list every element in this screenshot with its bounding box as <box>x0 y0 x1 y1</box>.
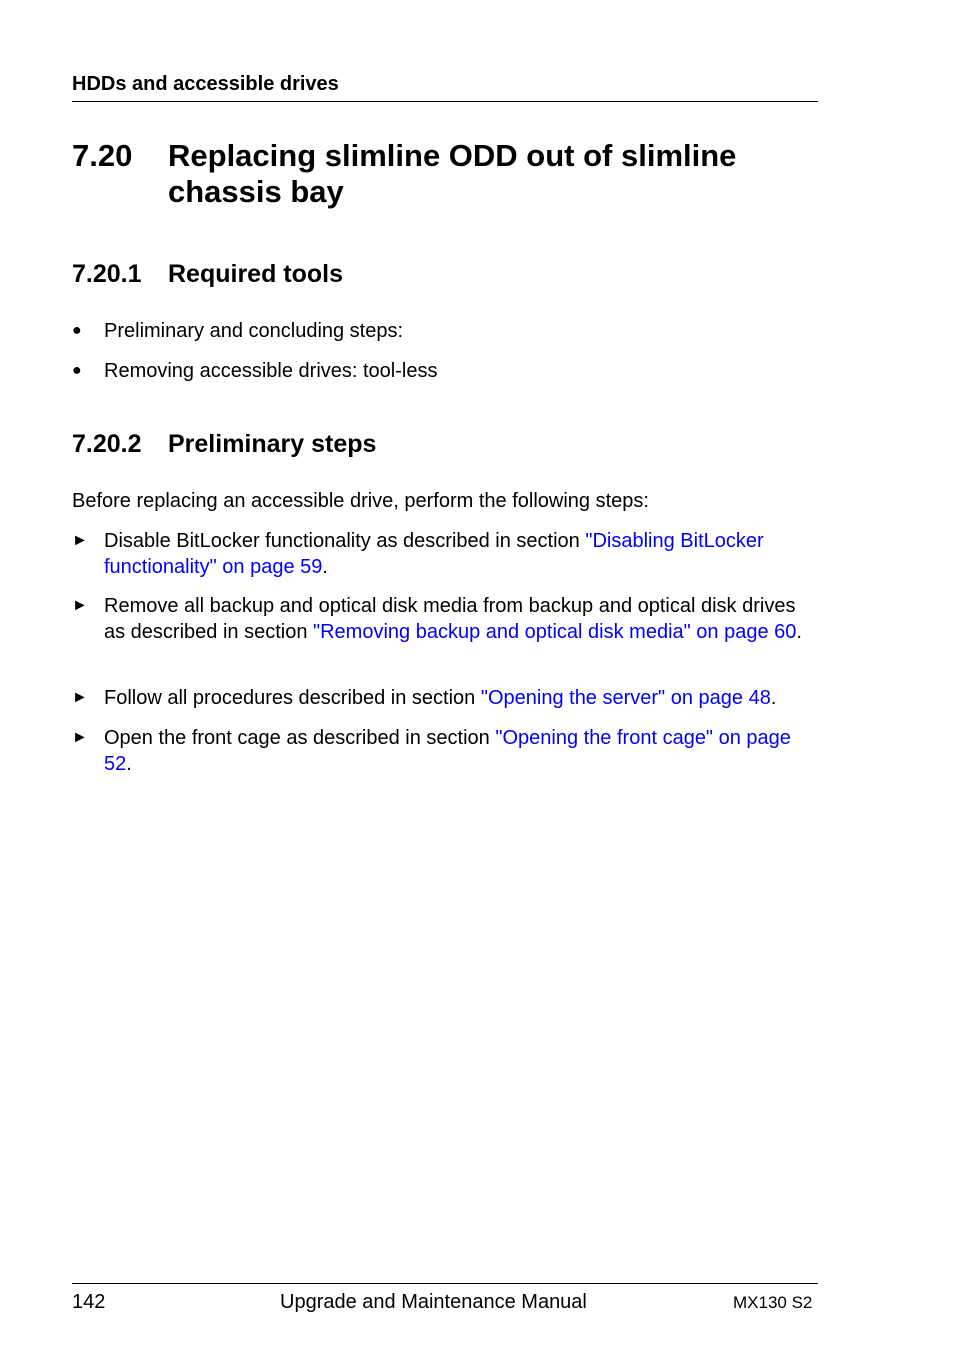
step-link-opening-server[interactable]: "Opening the server" on page 48 <box>480 687 771 709</box>
arrow-bullet-icon: ► <box>72 729 88 746</box>
step-item <box>104 528 819 580</box>
step-punctuation: . <box>770 687 777 709</box>
subsection-number-preliminary-steps: 7.20.2 <box>72 430 142 458</box>
arrow-bullet-icon: ► <box>72 689 88 706</box>
step-item <box>104 685 819 711</box>
section-number: 7.20 <box>72 138 133 173</box>
step-item <box>104 593 819 645</box>
bullet-icon: ● <box>72 322 82 339</box>
subsection-title-required-tools: Required tools <box>168 260 344 288</box>
subsection-number-required-tools: 7.20.1 <box>72 260 142 288</box>
arrow-bullet-icon: ► <box>72 532 88 549</box>
step-text: Follow all procedures described in section <box>104 687 481 709</box>
step-punctuation: . <box>126 753 132 775</box>
step-punctuation: . <box>796 621 802 643</box>
step-text: Disable BitLocker functionality as described in section <box>104 530 586 552</box>
intro-paragraph: Before replacing an accessible drive, perform the following steps: <box>72 490 649 512</box>
bullet-icon: ● <box>72 362 82 379</box>
footer-manual-title: Upgrade and Maintenance Manual <box>280 1291 587 1313</box>
footer-page-number: 142 <box>72 1291 106 1313</box>
section-title: Replacing slimline ODD out of slimline chassis bay <box>168 138 737 209</box>
header-rule <box>72 101 818 102</box>
running-header: HDDs and accessible drives <box>72 73 339 95</box>
step-item <box>104 725 819 777</box>
arrow-bullet-icon: ► <box>72 597 88 614</box>
footer-rule <box>72 1283 818 1284</box>
tool-item: Removing accessible drives: tool-less <box>104 360 438 382</box>
footer-model: MX130 S2 <box>733 1293 813 1312</box>
tool-item: Preliminary and concluding steps: <box>104 320 404 342</box>
subsection-title-preliminary-steps: Preliminary steps <box>168 430 377 458</box>
step-link-opening-front-cage[interactable]: "Opening the front cage" on page 52 <box>104 727 791 775</box>
step-text: Remove all backup and optical disk media from backup and optical disk drives as described in section <box>104 595 796 643</box>
step-punctuation: . <box>322 556 328 578</box>
step-link-removing-media[interactable]: "Removing backup and optical disk media" on page 60 <box>313 621 797 643</box>
step-link-disabling-bitlocker[interactable]: "Disabling BitLocker functionality" on page 59 <box>104 530 764 578</box>
step-text: Open the front cage as described in section <box>104 727 496 749</box>
